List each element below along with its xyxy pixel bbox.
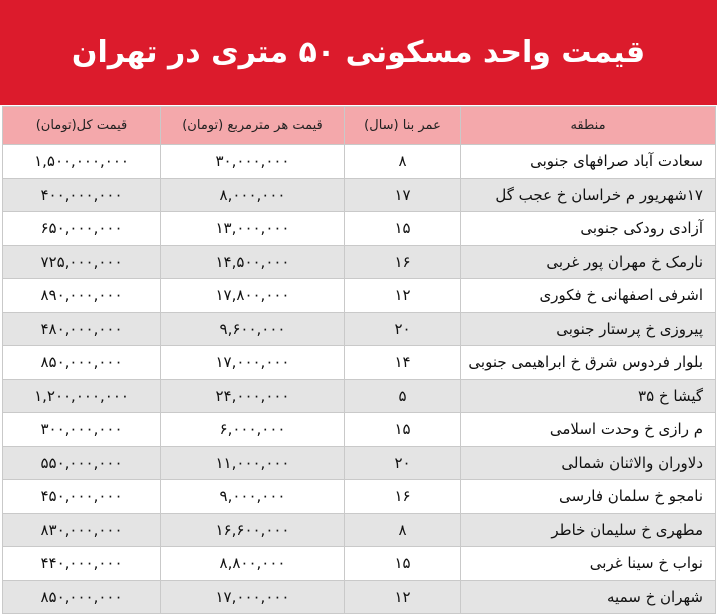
table-row	[3, 413, 716, 447]
cell-price-per-meter: ۸,۰۰۰,۰۰۰	[161, 178, 345, 212]
cell-price-per-meter: ۸,۸۰۰,۰۰۰	[161, 547, 345, 581]
header-row	[3, 107, 716, 145]
table-row	[3, 178, 716, 212]
cell-region: نواب خ سینا غربی	[461, 547, 716, 581]
cell-region: بلوار فردوس شرق خ ابراهیمی جنوبی	[461, 346, 716, 380]
cell-age: ۲۰	[345, 312, 461, 346]
table-row	[3, 547, 716, 581]
table-row	[3, 513, 716, 547]
cell-total-price: ۸۵۰,۰۰۰,۰۰۰	[3, 580, 161, 614]
cell-age: ۱۵	[345, 547, 461, 581]
table-title: قیمت واحد مسکونی ۵۰ متری در تهران	[0, 0, 717, 105]
cell-total-price: ۱,۵۰۰,۰۰۰,۰۰۰	[3, 145, 161, 179]
cell-region: دلاوران والاثنان شمالی	[461, 446, 716, 480]
cell-age: ۱۵	[345, 413, 461, 447]
table-row	[3, 145, 716, 179]
cell-region: م رازی خ وحدت اسلامی	[461, 413, 716, 447]
cell-price-per-meter: ۱۷,۰۰۰,۰۰۰	[161, 580, 345, 614]
cell-age: ۲۰	[345, 446, 461, 480]
cell-price-per-meter: ۱۳,۰۰۰,۰۰۰	[161, 212, 345, 246]
cell-age: ۱۶	[345, 245, 461, 279]
cell-age: ۵	[345, 379, 461, 413]
table-row	[3, 279, 716, 313]
cell-total-price: ۸۹۰,۰۰۰,۰۰۰	[3, 279, 161, 313]
cell-price-per-meter: ۱۴,۵۰۰,۰۰۰	[161, 245, 345, 279]
cell-region: اشرفی اصفهانی خ فکوری	[461, 279, 716, 313]
price-table	[2, 106, 716, 614]
cell-price-per-meter: ۱۶,۶۰۰,۰۰۰	[161, 513, 345, 547]
cell-region: نامجو خ سلمان فارسی	[461, 480, 716, 514]
cell-age: ۸	[345, 145, 461, 179]
header-total-price: قیمت کل(تومان)	[3, 107, 161, 145]
cell-total-price: ۸۳۰,۰۰۰,۰۰۰	[3, 513, 161, 547]
cell-total-price: ۵۵۰,۰۰۰,۰۰۰	[3, 446, 161, 480]
header-age: عمر بنا (سال)	[345, 107, 461, 145]
cell-region: شهران خ سمیه	[461, 580, 716, 614]
cell-price-per-meter: ۹,۰۰۰,۰۰۰	[161, 480, 345, 514]
cell-age: ۱۶	[345, 480, 461, 514]
cell-total-price: ۱,۲۰۰,۰۰۰,۰۰۰	[3, 379, 161, 413]
table-row	[3, 312, 716, 346]
cell-price-per-meter: ۱۱,۰۰۰,۰۰۰	[161, 446, 345, 480]
table-row	[3, 346, 716, 380]
table-row	[3, 580, 716, 614]
cell-total-price: ۶۵۰,۰۰۰,۰۰۰	[3, 212, 161, 246]
cell-total-price: ۴۴۰,۰۰۰,۰۰۰	[3, 547, 161, 581]
cell-total-price: ۴۵۰,۰۰۰,۰۰۰	[3, 480, 161, 514]
cell-region: نارمک خ مهران پور غربی	[461, 245, 716, 279]
cell-region: آزادی رودکی جنوبی	[461, 212, 716, 246]
cell-total-price: ۷۲۵,۰۰۰,۰۰۰	[3, 245, 161, 279]
cell-age: ۱۵	[345, 212, 461, 246]
table-body	[3, 145, 716, 614]
cell-age: ۱۲	[345, 580, 461, 614]
cell-total-price: ۳۰۰,۰۰۰,۰۰۰	[3, 413, 161, 447]
table-row	[3, 379, 716, 413]
table-row	[3, 245, 716, 279]
cell-region: پیروزی خ پرستار جنوبی	[461, 312, 716, 346]
header-price-per-meter: قیمت هر مترمربع (تومان)	[161, 107, 345, 145]
cell-region: سعادت آباد صرافهای جنوبی	[461, 145, 716, 179]
cell-region: ۱۷شهریور م خراسان خ عجب گل	[461, 178, 716, 212]
cell-region: مطهری خ سلیمان خاطر	[461, 513, 716, 547]
table-row	[3, 212, 716, 246]
cell-age: ۱۴	[345, 346, 461, 380]
cell-price-per-meter: ۱۷,۰۰۰,۰۰۰	[161, 346, 345, 380]
cell-total-price: ۸۵۰,۰۰۰,۰۰۰	[3, 346, 161, 380]
cell-age: ۸	[345, 513, 461, 547]
cell-price-per-meter: ۱۷,۸۰۰,۰۰۰	[161, 279, 345, 313]
cell-price-per-meter: ۹,۶۰۰,۰۰۰	[161, 312, 345, 346]
cell-price-per-meter: ۲۴,۰۰۰,۰۰۰	[161, 379, 345, 413]
cell-price-per-meter: ۳۰,۰۰۰,۰۰۰	[161, 145, 345, 179]
table-row	[3, 446, 716, 480]
header-region: منطقه	[461, 107, 716, 145]
cell-age: ۱۷	[345, 178, 461, 212]
cell-price-per-meter: ۶,۰۰۰,۰۰۰	[161, 413, 345, 447]
table-row	[3, 480, 716, 514]
cell-age: ۱۲	[345, 279, 461, 313]
cell-total-price: ۴۰۰,۰۰۰,۰۰۰	[3, 178, 161, 212]
cell-total-price: ۴۸۰,۰۰۰,۰۰۰	[3, 312, 161, 346]
cell-region: گیشا خ ۳۵	[461, 379, 716, 413]
